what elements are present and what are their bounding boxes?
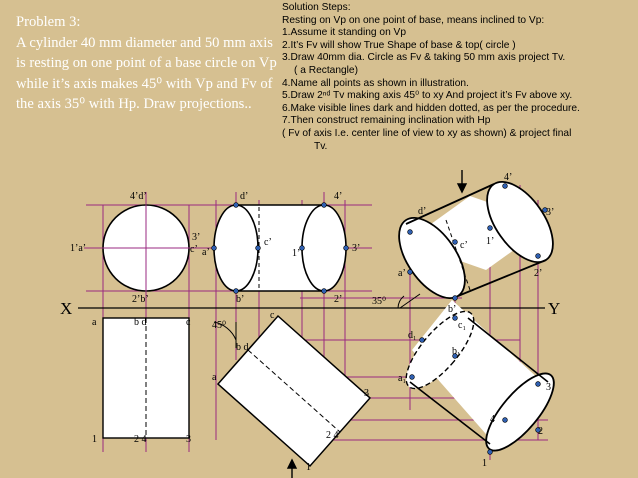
solution-step-line: 5.Draw 2ⁿᵈ Tv making axis 45⁰ to xy And project it’s Fv above xy. bbox=[282, 90, 573, 102]
label: c bbox=[186, 317, 191, 328]
fv2-base-ellipse bbox=[214, 205, 258, 291]
label: 35⁰ bbox=[372, 296, 387, 307]
label: a bbox=[92, 317, 97, 328]
label: 1’a’ bbox=[70, 243, 87, 254]
label: 1’ bbox=[292, 248, 301, 259]
label: b’ bbox=[236, 294, 245, 305]
label: a bbox=[212, 372, 217, 383]
label: d’ bbox=[240, 191, 249, 202]
solution-step-line: 2.It’s Fv will show True Shape of base & top( circle ) bbox=[282, 39, 516, 51]
label: 1’ bbox=[486, 236, 495, 247]
label: c bbox=[270, 310, 275, 321]
label: c’ bbox=[190, 244, 198, 255]
label: 1 bbox=[92, 434, 97, 445]
label: d’ bbox=[418, 206, 427, 217]
solution-step-line: 4.Name all points as shown in illustration. bbox=[282, 77, 469, 89]
label: 45⁰ bbox=[212, 320, 227, 331]
label: b d bbox=[134, 317, 147, 328]
label: c₁ bbox=[458, 320, 466, 331]
view-arrow-icon bbox=[458, 170, 466, 192]
problem-title: Problem 3: bbox=[16, 14, 81, 30]
label: 3 bbox=[364, 388, 369, 399]
label: b’ bbox=[448, 304, 457, 315]
y-label: Y bbox=[548, 299, 561, 318]
label: c’ bbox=[264, 237, 272, 248]
fv3-generator bbox=[458, 260, 546, 296]
label: 4’d’ bbox=[130, 191, 147, 202]
label: 3’ bbox=[192, 232, 201, 243]
label: 2 4 bbox=[326, 430, 339, 441]
label: 2’ bbox=[334, 294, 343, 305]
solution-step-line: Tv. bbox=[314, 140, 328, 152]
label: 3 bbox=[546, 382, 551, 393]
solution-step-line: ( a Rectangle) bbox=[294, 64, 358, 76]
label: a’ bbox=[202, 247, 210, 258]
label: 2 bbox=[538, 426, 543, 437]
label: 3 bbox=[186, 434, 191, 445]
solution-step-line: 1.Assume it standing on Vp bbox=[282, 27, 407, 39]
view-arrow-icon bbox=[288, 460, 296, 478]
problem-text: A cylinder 40 mm diameter and 50 mm axis is resting on one point of a base circle on Vp while it’s axis makes 45⁰ with Vp and Fv of the axis 35⁰ with Hp. Draw projections.. bbox=[16, 34, 277, 112]
solution-step-line: Resting on Vp on one point of base, means inclined to Vp: bbox=[282, 14, 545, 26]
x-label: X bbox=[60, 299, 73, 318]
label: c’ bbox=[460, 240, 468, 251]
label: 1 bbox=[306, 462, 311, 473]
solution-step-line: 3.Draw 40mm dia. Circle as Fv & taking 50 mm axis project Tv. bbox=[282, 52, 566, 64]
label: 4’ bbox=[334, 191, 343, 202]
label: 3’ bbox=[546, 207, 555, 218]
label: 2’ bbox=[534, 268, 543, 279]
label: 2 4 bbox=[134, 434, 147, 445]
solution-step-line: ( Fv of axis I.e. center line of view to xy as shown) & project final bbox=[282, 127, 572, 139]
solution-heading: Solution Steps: bbox=[282, 2, 351, 13]
fv2-top-ellipse bbox=[302, 205, 346, 291]
label: 4’ bbox=[504, 172, 513, 183]
label: d₁ bbox=[408, 330, 417, 341]
label: a₁ bbox=[398, 373, 406, 384]
label: 3’ bbox=[352, 243, 361, 254]
solution-step-line: 7.Then construct remaining inclination with Hp bbox=[282, 115, 491, 127]
solution-step-line: 6.Make visible lines dark and hidden dotted, as per the procedure. bbox=[282, 102, 580, 114]
label: 1 bbox=[482, 458, 487, 469]
label: b₁ bbox=[452, 346, 461, 357]
tv2-rectangle bbox=[218, 316, 370, 466]
label: b d bbox=[236, 342, 249, 353]
label: a’ bbox=[398, 268, 406, 279]
label: 4 bbox=[490, 414, 495, 425]
label: 2’b’ bbox=[132, 294, 149, 305]
